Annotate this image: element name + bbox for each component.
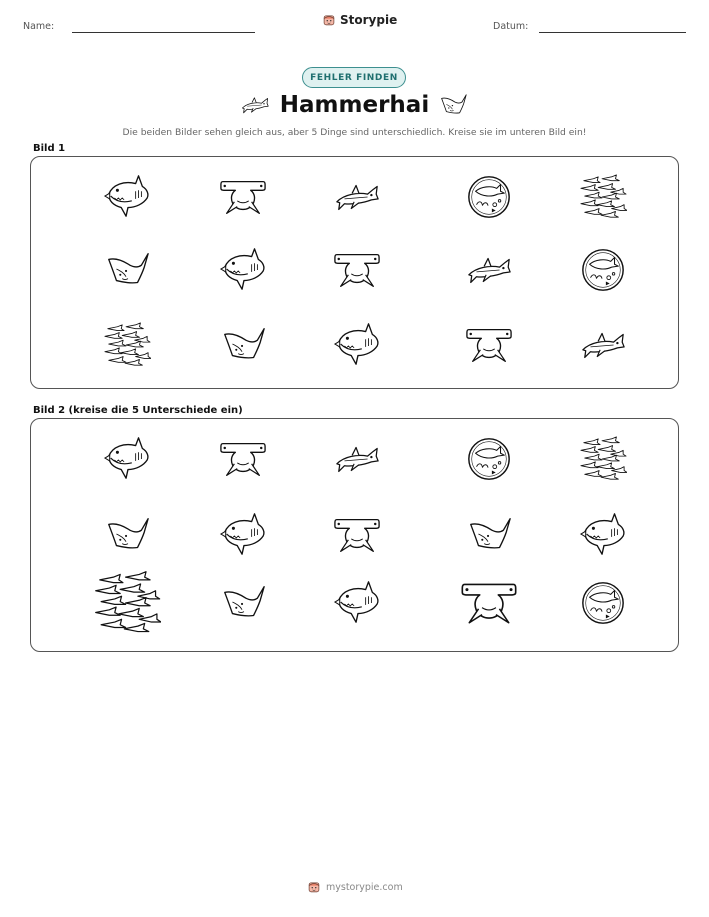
- hammerhead-front-icon: [333, 511, 381, 559]
- picture1-panel: [30, 156, 679, 389]
- footer-site: mystorypie.com: [326, 881, 403, 893]
- hammerhead-side-icon: [579, 321, 627, 369]
- picture-cell[interactable]: [103, 511, 151, 559]
- shark-bubble-icon: [579, 579, 627, 627]
- picture2-label: Bild 2 (kreise die 5 Unterschiede ein): [33, 405, 243, 416]
- shark-school-icon: [579, 173, 627, 221]
- shark-school-icon: [103, 321, 151, 369]
- picture-cell[interactable]: [460, 574, 518, 632]
- activity-badge: FEHLER FINDEN: [302, 67, 406, 88]
- hammerhead-front-icon: [219, 173, 267, 221]
- stingray-icon: [103, 246, 151, 294]
- picture-cell: [333, 321, 381, 369]
- hammerhead-side-icon: [465, 246, 513, 294]
- stingray-icon: [465, 511, 513, 559]
- picture-cell: [465, 246, 513, 294]
- stingray-icon: [103, 511, 151, 559]
- shark-bubble-icon: [465, 173, 513, 221]
- picture-cell[interactable]: [93, 569, 161, 637]
- picture1-label: Bild 1: [33, 143, 66, 154]
- shark-front-icon: [579, 511, 627, 559]
- picture-cell: [465, 321, 513, 369]
- picture-cell[interactable]: [219, 435, 267, 483]
- date-label: Datum:: [493, 21, 529, 32]
- picture2-panel[interactable]: [30, 418, 679, 652]
- picture-cell[interactable]: [333, 511, 381, 559]
- picture-cell[interactable]: [219, 511, 267, 559]
- hammerhead-front-icon: [460, 574, 518, 632]
- stingray-icon: [219, 321, 267, 369]
- name-field[interactable]: [72, 32, 255, 33]
- shark-bubble-icon: [465, 435, 513, 483]
- picture-cell: [579, 246, 627, 294]
- instructions: Die beiden Bilder sehen gleich aus, aber 5 Dinge sind unterschiedlich. Kreise sie im unteren Bild ein!: [122, 127, 587, 138]
- picture-cell: [103, 246, 151, 294]
- picture-cell[interactable]: [579, 435, 627, 483]
- shark-bubble-icon: [579, 246, 627, 294]
- shark-front-icon: [219, 246, 267, 294]
- hammerhead-front-icon: [219, 435, 267, 483]
- picture-cell: [333, 173, 381, 221]
- picture-cell: [219, 173, 267, 221]
- picture-cell[interactable]: [219, 579, 267, 627]
- brand-name: Storypie: [340, 13, 398, 27]
- storypie-logo: [322, 13, 397, 27]
- picture-cell[interactable]: [333, 579, 381, 627]
- shark-front-icon: [219, 511, 267, 559]
- stingray-icon: [438, 90, 468, 120]
- picture-cell[interactable]: [103, 435, 151, 483]
- picture-cell: [219, 321, 267, 369]
- storypie-mascot-icon: [322, 13, 336, 27]
- shark-front-icon: [333, 321, 381, 369]
- page-title: Hammerhai: [279, 92, 430, 118]
- picture-cell: [103, 173, 151, 221]
- shark-front-icon: [103, 435, 151, 483]
- shark-school-icon: [93, 569, 161, 637]
- picture-cell: [465, 173, 513, 221]
- picture-cell: [333, 246, 381, 294]
- name-label: Name:: [23, 21, 55, 32]
- hammerhead-front-icon: [465, 321, 513, 369]
- picture-cell: [579, 321, 627, 369]
- hammerhead-side-icon: [333, 173, 381, 221]
- picture-cell: [579, 173, 627, 221]
- date-field[interactable]: [539, 32, 686, 33]
- shark-front-icon: [103, 173, 151, 221]
- hammerhead-front-icon: [333, 246, 381, 294]
- picture-cell: [219, 246, 267, 294]
- footer: [307, 880, 403, 894]
- shark-front-icon: [333, 579, 381, 627]
- hammerhead-side-icon: [333, 435, 381, 483]
- picture-cell: [103, 321, 151, 369]
- stingray-icon: [219, 579, 267, 627]
- picture-cell[interactable]: [579, 511, 627, 559]
- picture-cell[interactable]: [465, 511, 513, 559]
- picture-cell[interactable]: [465, 435, 513, 483]
- picture-cell[interactable]: [333, 435, 381, 483]
- storypie-mascot-icon: [307, 880, 321, 894]
- shark-school-icon: [579, 435, 627, 483]
- picture-cell[interactable]: [579, 579, 627, 627]
